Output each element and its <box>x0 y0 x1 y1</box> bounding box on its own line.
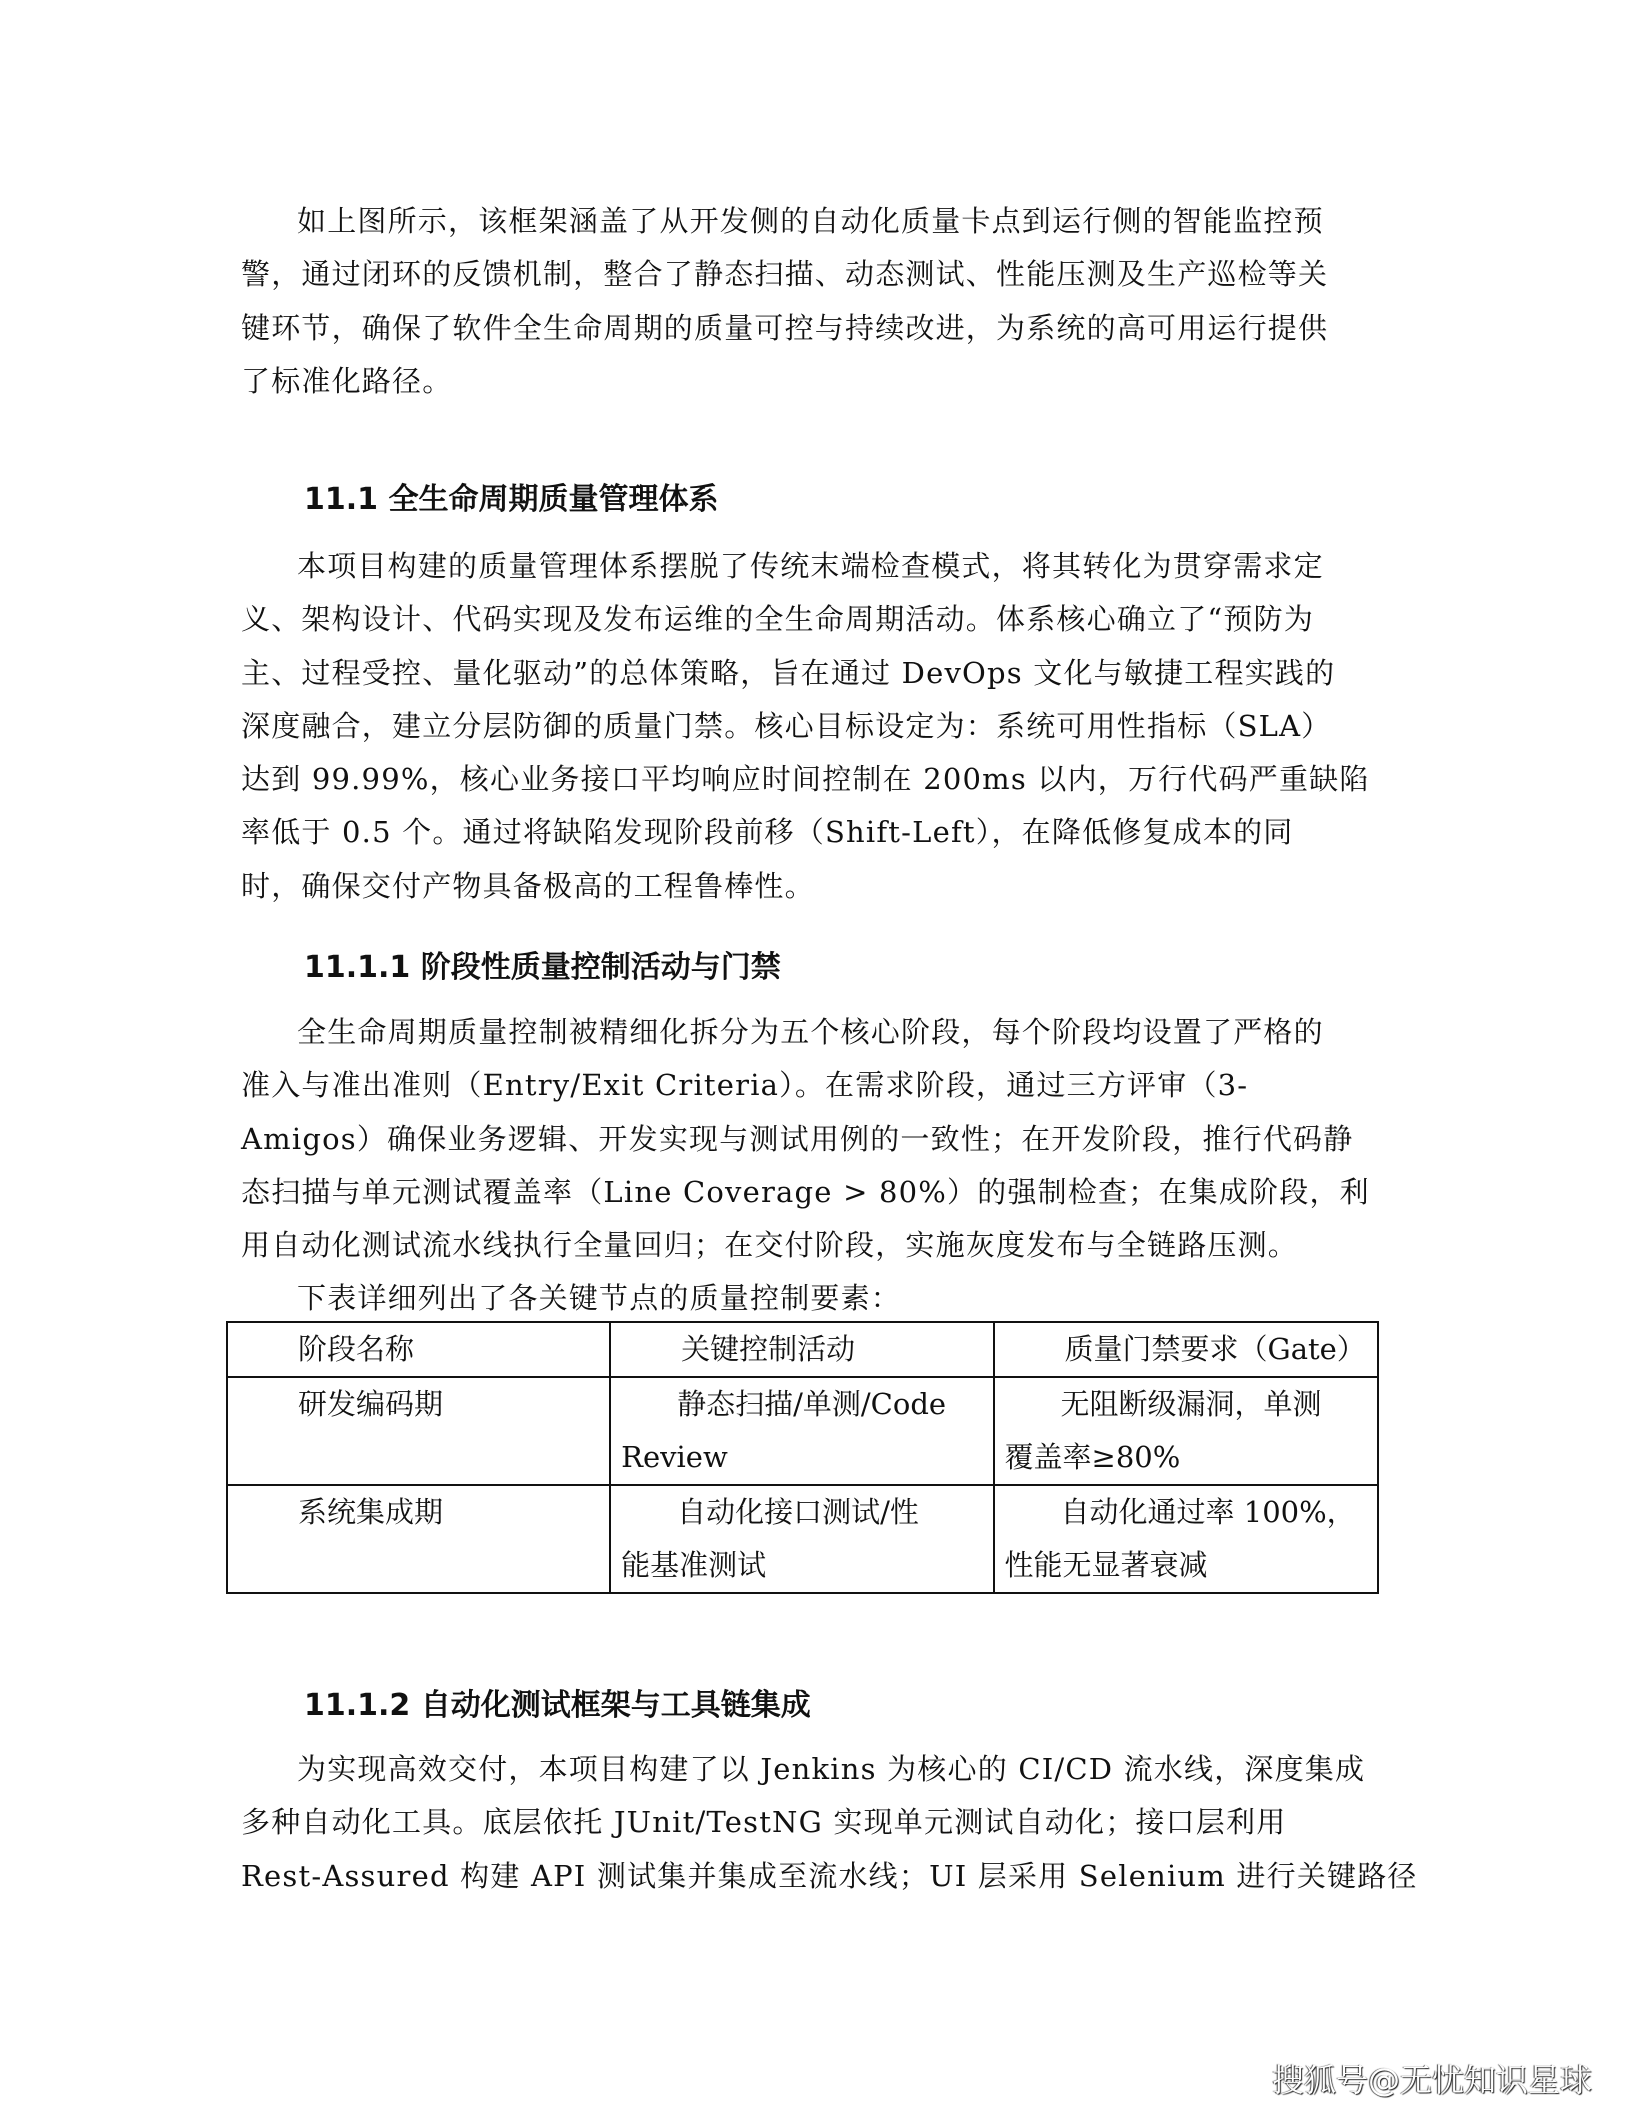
column-header-gate: 质量门禁要求（Gate） <box>994 1322 1378 1377</box>
quality-control-table <box>226 1321 1379 1594</box>
text-line: 本项目构建的质量管理体系摆脱了传统末端检查模式，将其转化为贯穿需求定 <box>297 549 1324 583</box>
cell-text-line: Review <box>621 1440 728 1474</box>
watermark: 搜狐号@无忧知识星球 <box>1272 2061 1593 2099</box>
section-heading-11-1-2: 11.1.2 自动化测试框架与工具链集成 <box>304 1688 811 1723</box>
text-line: 用自动化测试流水线执行全量回归；在交付阶段，实施灰度发布与全链路压测。 <box>241 1228 1299 1263</box>
cell-stage: 系统集成期 <box>227 1485 610 1593</box>
text-line: 达到 99.99%，核心业务接口平均响应时间控制在 200ms 以内，万行代码严重缺陷 <box>241 762 1370 797</box>
text-line: Rest-Assured 构建 API 测试集并集成至流水线；UI 层采用 Selenium 进行关键路径 <box>241 1858 1418 1893</box>
cell-stage: 研发编码期 <box>227 1377 610 1485</box>
section-11-1-1-paragraph <box>241 1006 1393 1272</box>
text-line: 义、架构设计、代码实现及发布运维的全生命周期活动。体系核心确立了“预防为 <box>241 602 1315 637</box>
intro-paragraph <box>241 195 1393 408</box>
section-11-1-2-paragraph <box>241 1743 1418 1903</box>
cell-activity <box>610 1485 993 1593</box>
section-11-1-paragraph <box>241 540 1393 913</box>
section-heading-11-1-1: 11.1.1 阶段性质量控制活动与门禁 <box>304 950 781 985</box>
section-heading-11-1: 11.1 全生命周期质量管理体系 <box>304 482 719 517</box>
cell-activity <box>610 1377 993 1485</box>
text-line: 态扫描与单元测试覆盖率（Line Coverage > 80%）的强制检查；在集成阶段，利 <box>241 1174 1370 1209</box>
text-line: 如上图所示，该框架涵盖了从开发侧的自动化质量卡点到运行侧的智能监控预 <box>297 204 1324 238</box>
text-line: 准入与准出准则（Entry/Exit Criteria）。在需求阶段，通过三方评审（3- <box>241 1068 1249 1103</box>
cell-text-line: 覆盖率≥80% <box>1004 1440 1181 1474</box>
table-intro <box>241 1273 1393 1326</box>
table-row <box>227 1377 1378 1485</box>
cell-text-line: 静态扫描/单测/Code <box>677 1387 947 1421</box>
column-header-stage: 阶段名称 <box>227 1322 610 1377</box>
table-header-row <box>227 1322 1378 1377</box>
table-row <box>227 1485 1378 1593</box>
text-line: 了标准化路径。 <box>241 363 453 398</box>
text-line: 主、过程受控、量化驱动”的总体策略，旨在通过 DevOps 文化与敏捷工程实践的 <box>241 655 1336 690</box>
cell-text-line: 性能无显著衰减 <box>1004 1548 1208 1582</box>
text-line: 时，确保交付产物具备极高的工程鲁棒性。 <box>241 868 815 903</box>
text-line: 下表详细列出了各关键节点的质量控制要素： <box>297 1281 902 1315</box>
cell-text-line: 能基准测试 <box>621 1548 767 1582</box>
text-line: 多种自动化工具。底层依托 JUnit/TestNG 实现单元测试自动化；接口层利用 <box>241 1805 1287 1840</box>
text-line: 警，通过闭环的反馈机制，整合了静态扫描、动态测试、性能压测及生产巡检等关 <box>241 257 1329 292</box>
cell-text-line: 自动化通过率 100%， <box>1060 1495 1356 1529</box>
cell-gate <box>994 1377 1378 1485</box>
column-header-activity: 关键控制活动 <box>610 1322 993 1377</box>
cell-text-line: 无阻断级漏洞，单测 <box>1060 1387 1322 1421</box>
text-line: 为实现高效交付，本项目构建了以 Jenkins 为核心的 CI/CD 流水线，深度集成 <box>297 1752 1366 1786</box>
cell-text-line: 自动化接口测试/性 <box>677 1495 919 1529</box>
cell-gate <box>994 1485 1378 1593</box>
text-line: 深度融合，建立分层防御的质量门禁。核心目标设定为：系统可用性指标（SLA） <box>241 708 1332 743</box>
text-line: Amigos）确保业务逻辑、开发实现与测试用例的一致性；在开发阶段，推行代码静 <box>241 1121 1354 1156</box>
text-line: 全生命周期质量控制被精细化拆分为五个核心阶段，每个阶段均设置了严格的 <box>297 1015 1324 1049</box>
text-line: 率低于 0.5 个。通过将缺陷发现阶段前移（Shift-Left），在降低修复成本的同 <box>241 815 1294 850</box>
text-line: 键环节，确保了软件全生命周期的质量可控与持续改进，为系统的高可用运行提供 <box>241 310 1329 345</box>
